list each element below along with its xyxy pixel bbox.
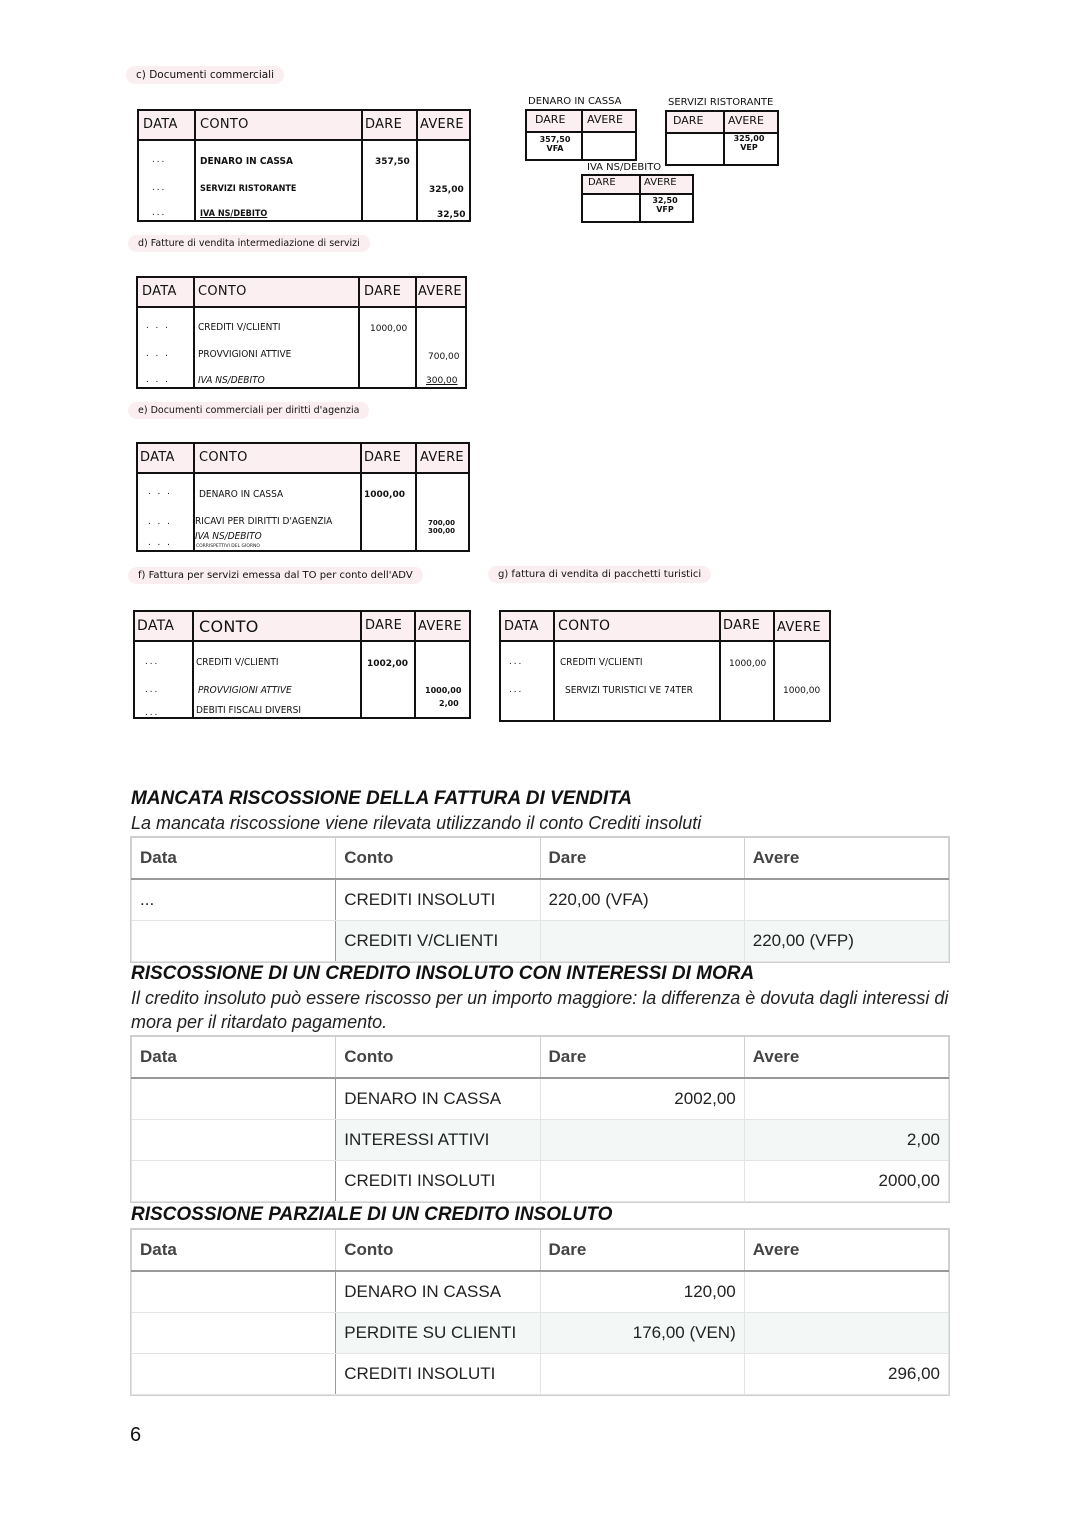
- cell-conto: DENARO IN CASSA: [336, 1078, 540, 1120]
- t-avere-note: VEP: [740, 143, 758, 152]
- row-date: . . .: [146, 320, 170, 331]
- row-date: ...: [509, 656, 524, 667]
- header-conto: Conto: [336, 1230, 540, 1272]
- header-avere: AVERE: [420, 117, 464, 132]
- row-avere: 32,50: [437, 210, 466, 220]
- row-avere: 300,00: [428, 527, 456, 535]
- page-number: 6: [130, 1424, 142, 1446]
- cell-dare: 2002,00: [540, 1078, 744, 1120]
- header-avere: AVERE: [777, 620, 821, 635]
- row-avere: 1000,00: [425, 686, 462, 695]
- header-avere: AVERE: [418, 284, 462, 299]
- row-date: . . .: [148, 486, 172, 497]
- row-date: . . .: [148, 516, 172, 527]
- cell-conto: CREDITI INSOLUTI: [336, 879, 540, 921]
- cell-data: [132, 1120, 336, 1161]
- cell-dare: 220,00 (VFA): [540, 879, 744, 921]
- cell-avere: 2000,00: [744, 1161, 948, 1202]
- cell-data: [132, 1078, 336, 1120]
- row-note: CORRISPETTIVI DEL GIORNO: [196, 544, 260, 549]
- header-avere: AVERE: [418, 619, 462, 634]
- row-account: SERVIZI TURISTICI VE 74TER: [565, 685, 693, 696]
- t-avere-value: 32,50: [652, 196, 678, 205]
- cell-avere: [744, 1078, 948, 1120]
- section-c-label: c) Documenti commerciali: [126, 66, 284, 84]
- t-dare-label: DARE: [535, 113, 566, 126]
- table-row: [132, 1313, 949, 1354]
- t-account-denaro-in-cassa: [525, 109, 637, 161]
- row-date: . . .: [148, 537, 172, 548]
- section-subtitle: La mancata riscossione viene rilevata utilizzando il conto Crediti insoluti: [131, 813, 702, 833]
- row-account: IVA NS/DEBITO: [200, 209, 268, 219]
- table-row: [132, 1271, 949, 1313]
- cell-dare: [540, 1120, 744, 1161]
- header-data: Data: [132, 1037, 336, 1079]
- cell-conto: CREDITI INSOLUTI: [336, 1354, 540, 1395]
- row-date: ...: [509, 684, 524, 695]
- header-dare: Dare: [540, 1230, 744, 1272]
- journal-table-mancata-riscossione: [131, 837, 949, 962]
- header-data: DATA: [140, 450, 175, 465]
- t-avere-label: AVERE: [587, 113, 623, 126]
- cell-avere: [744, 1313, 948, 1354]
- journal-table-interessi-mora: [131, 1036, 949, 1202]
- cell-data: [132, 1313, 336, 1354]
- row-account: RICAVI PER DIRITTI D'AGENZIA: [195, 516, 333, 527]
- cell-conto: DENARO IN CASSA: [336, 1271, 540, 1313]
- t-account-iva-ns-debito: [581, 174, 694, 223]
- table-row: [132, 1354, 949, 1395]
- row-account: CREDITI V/CLIENTI: [560, 657, 643, 668]
- header-data: DATA: [137, 618, 175, 634]
- row-avere: 300,00: [426, 376, 458, 386]
- table-row: [132, 921, 949, 962]
- journal-table-d: [136, 276, 467, 389]
- header-conto: Conto: [336, 838, 540, 880]
- section-title: RISCOSSIONE PARZIALE DI UN CREDITO INSOLUTO: [131, 1204, 613, 1225]
- header-conto: CONTO: [198, 284, 247, 299]
- header-conto: Conto: [336, 1037, 540, 1079]
- header-conto: CONTO: [200, 117, 249, 132]
- header-dare: Dare: [540, 1037, 744, 1079]
- table-row: [132, 1120, 949, 1161]
- cell-dare: 120,00: [540, 1271, 744, 1313]
- cell-data: [132, 921, 336, 962]
- cell-avere: [744, 879, 948, 921]
- table-row: [132, 879, 949, 921]
- header-dare: DARE: [723, 618, 761, 633]
- header-conto: CONTO: [558, 618, 611, 634]
- row-account: CREDITI V/CLIENTI: [196, 657, 279, 668]
- cell-avere: 296,00: [744, 1354, 948, 1395]
- t-account-title: DENARO IN CASSA: [528, 96, 622, 107]
- t-dare-note: VFA: [546, 144, 564, 153]
- cell-dare: 176,00 (VEN): [540, 1313, 744, 1354]
- header-dare: DARE: [365, 618, 403, 633]
- header-dare: DARE: [365, 117, 403, 132]
- row-date: ...: [152, 207, 167, 218]
- row-account: PROVVIGIONI ATTIVE: [198, 685, 292, 696]
- header-conto: CONTO: [199, 450, 248, 465]
- row-dare: 1002,00: [367, 659, 408, 669]
- row-avere: 700,00: [428, 352, 460, 362]
- row-avere: 2,00: [439, 699, 459, 708]
- cell-conto: INTERESSI ATTIVI: [336, 1120, 540, 1161]
- section-g-label: g) fattura di vendita di pacchetti turistici: [488, 566, 711, 583]
- row-avere: 700,00: [428, 519, 456, 527]
- t-avere-label: AVERE: [728, 114, 764, 127]
- row-avere: 325,00: [429, 185, 464, 195]
- row-dare: 1000,00: [729, 659, 767, 669]
- header-dare: Dare: [540, 838, 744, 880]
- section-f-label: f) Fattura per servizi emessa dal TO per conto dell'ADV: [128, 567, 423, 584]
- row-date: ...: [152, 182, 167, 193]
- header-conto: CONTO: [199, 617, 259, 636]
- row-date: . . .: [146, 374, 170, 385]
- journal-table-e: [136, 442, 470, 552]
- header-dare: DARE: [364, 284, 402, 299]
- row-account: DEBITI FISCALI DIVERSI: [196, 705, 302, 716]
- row-dare: 1000,00: [364, 490, 405, 500]
- table-row: [132, 1078, 949, 1120]
- section-title: MANCATA RISCOSSIONE DELLA FATTURA DI VENDITA: [131, 788, 633, 809]
- journal-table-c: [137, 109, 471, 222]
- t-avere-value: 325,00: [733, 134, 765, 143]
- t-avere-label: AVERE: [644, 177, 677, 188]
- section-subtitle: Il credito insoluto può essere riscosso per un importo maggiore: la differenza è dovuta dagli interessi di mora per il ritardato pagamento.: [131, 988, 949, 1032]
- row-dare: 357,50: [375, 157, 410, 167]
- header-avere: AVERE: [420, 450, 464, 465]
- t-account-title: IVA NS/DEBITO: [587, 162, 662, 173]
- cell-data: [132, 1161, 336, 1202]
- t-dare-value: 357,50: [539, 135, 571, 144]
- header-avere: Avere: [744, 838, 948, 880]
- cell-avere: 220,00 (VFP): [744, 921, 948, 962]
- journal-table-riscossione-parziale: [131, 1229, 949, 1395]
- row-account: IVA NS/DEBITO: [198, 375, 265, 386]
- header-data: Data: [132, 838, 336, 880]
- t-dare-label: DARE: [673, 114, 704, 127]
- row-date: ...: [145, 707, 160, 718]
- row-account: DENARO IN CASSA: [200, 156, 293, 167]
- row-account: CREDITI V/CLIENTI: [198, 322, 281, 333]
- header-data: DATA: [504, 619, 539, 634]
- journal-table-g: [499, 610, 831, 722]
- t-dare-label: DARE: [588, 177, 616, 188]
- row-avere: 1000,00: [783, 686, 821, 696]
- header-data: Data: [132, 1230, 336, 1272]
- row-account: DENARO IN CASSA: [199, 489, 284, 500]
- cell-dare: [540, 1161, 744, 1202]
- header-avere: Avere: [744, 1037, 948, 1079]
- row-account: SERVIZI RISTORANTE: [200, 184, 297, 194]
- journal-table-f: [133, 610, 471, 719]
- cell-data: [132, 1354, 336, 1395]
- section-d-label: d) Fatture di vendita intermediazione di servizi: [128, 235, 370, 252]
- t-account-title: SERVIZI RISTORANTE: [668, 97, 774, 108]
- row-date: ...: [145, 684, 160, 695]
- row-dare: 1000,00: [370, 324, 408, 334]
- t-avere-note: VFP: [656, 205, 674, 214]
- t-account-servizi-ristorante: [665, 110, 779, 166]
- header-avere: Avere: [744, 1230, 948, 1272]
- cell-dare: [540, 921, 744, 962]
- row-date: . . .: [146, 348, 170, 359]
- table-row: [132, 1161, 949, 1202]
- section-e-label: e) Documenti commerciali per diritti d'agenzia: [128, 402, 369, 419]
- cell-conto: CREDITI INSOLUTI: [336, 1161, 540, 1202]
- cell-dare: [540, 1354, 744, 1395]
- row-date: ...: [152, 154, 167, 165]
- row-account: PROVVIGIONI ATTIVE: [198, 349, 292, 360]
- cell-data: ...: [132, 879, 336, 921]
- cell-avere: [744, 1271, 948, 1313]
- header-dare: DARE: [364, 450, 402, 465]
- row-account: IVA NS/DEBITO: [195, 531, 262, 542]
- cell-data: [132, 1271, 336, 1313]
- row-date: ...: [145, 656, 160, 667]
- cell-conto: CREDITI V/CLIENTI: [336, 921, 540, 962]
- header-data: DATA: [143, 117, 178, 132]
- cell-avere: 2,00: [744, 1120, 948, 1161]
- cell-conto: PERDITE SU CLIENTI: [336, 1313, 540, 1354]
- header-data: DATA: [142, 284, 177, 299]
- section-title: RISCOSSIONE DI UN CREDITO INSOLUTO CON INTERESSI DI MORA: [131, 963, 755, 984]
